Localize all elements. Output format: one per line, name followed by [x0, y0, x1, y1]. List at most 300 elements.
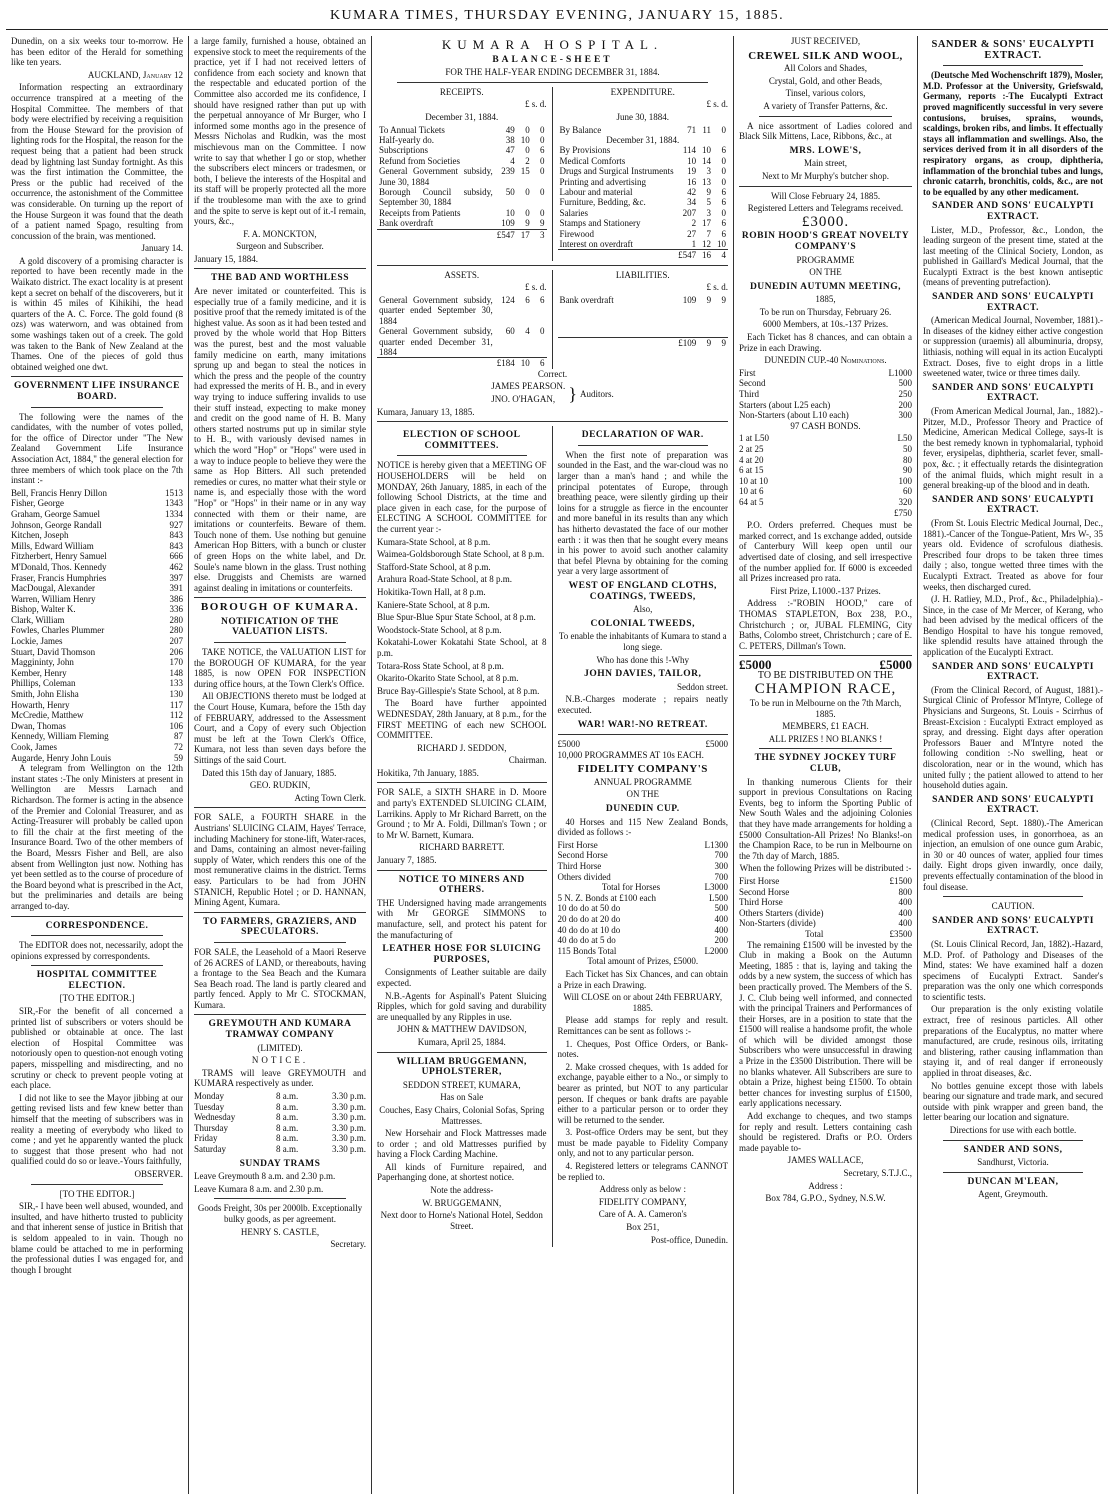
receipt-row: Borough Council subsidy, September 30, 1884 50 0 0: [379, 187, 545, 208]
liabilities-total-row: £109 9 9: [558, 337, 729, 348]
receipts-table: [377, 125, 547, 240]
tramway-heading: GREYMOUTH AND KUMARA TRAMWAY COMPANY: [208, 1019, 352, 1041]
masthead: KUMARA TIMES, THURSDAY EVENING, JANUARY 15, 1885.: [6, 8, 1108, 30]
war-nb: N.B.-Charges moderate ; repairs neatly executed.: [557, 694, 728, 715]
goods-freight: Goods Freight, 30s per 2000lb. Exceptionally bulky goods, as per agreement.: [197, 1203, 363, 1224]
fidelity-subheading: ANNUAL PROGRAMME: [593, 776, 692, 787]
crewel-colors: All Colors and Shades,: [784, 63, 867, 74]
robin-prize-row: Second 500: [739, 378, 912, 389]
divider: [194, 597, 366, 598]
second-letter: SIR,- I have been well abused, wounded, and insulted, and have hitherto trusted to publicity and that inherent sense of justice in British that is seldom appealed to in vain. Though no blame could be attached to me in performing the professional duties I was engaged for, and though I brought: [11, 1201, 183, 1275]
fidelity-amounts: £5000 £5000: [557, 739, 728, 750]
fidelity-address-3: Box 251,: [626, 1222, 660, 1233]
fidelity-bond-row: 5 N. Z. Bonds at £100 each L500: [557, 892, 728, 903]
column-3-right: [553, 426, 729, 1247]
auditors-brace: }: [568, 383, 577, 404]
expenditure-date-row: December 31, 1884.: [606, 134, 680, 145]
robin-registered: Registered Letters and Telegrams received.: [747, 203, 904, 214]
eucalypti-block-heading: SANDER AND SONS' EUCALYPTI EXTRACT.: [932, 494, 1094, 516]
vote-row: MacDougal, Alexander 391: [11, 583, 183, 594]
liabilities-label: LIABILITIES.: [615, 269, 670, 280]
school-district: Bruce Bay-Gillespie's State School, at 8 p.m.: [377, 685, 540, 696]
bruggemann-note: Note the address-: [430, 1185, 494, 1196]
eucalypti-block-heading: SANDER AND SONS' EUCALYPTI EXTRACT.: [932, 201, 1094, 222]
borough-signature: GEO. RUDKIN,: [249, 780, 311, 791]
fidelity-address-4: Post-office, Dunedin.: [650, 1234, 728, 1245]
eucalypti-block-heading: SANDER AND SONS' EUCALYPTI EXTRACT.: [932, 794, 1094, 816]
just-received: JUST RECEIVED,: [790, 36, 861, 46]
fidelity-text: 40 Horses and 115 New Zealand Bonds, divided as follows :-: [557, 816, 728, 838]
divider: [377, 421, 728, 422]
school-district: Kumara-State School, at 8 p.m.: [377, 536, 491, 547]
eucalypti-block-text: (American Medical Journal, November, 1881).-In diseases of the kidney either active congestion or suppression (uraemis) all albuminuria, dropsy, lithiasis, nothing will equal in its action Eucalypti Extract. Doses, five to eight drops in a little sweetened water, twice or three times daily.: [923, 315, 1103, 379]
insurance-article: The following were the names of the candidates, with the number of votes polled, for the office of Director under "The New Zealand Government Life Insurance Association Act, 1884," the general election for three members of which took place on the 7th instant :-: [11, 411, 183, 486]
expenditure-row: Printing and advertising 16 13 0: [559, 176, 726, 187]
correspondence-note: The EDITOR does not, necessarily, adopt the opinions expressed by correspondents.: [11, 940, 183, 961]
columns: [6, 36, 1108, 1494]
war-retreat: WAR! WAR!-NO RETREAT.: [577, 719, 708, 730]
letter-signature: F. A. MONCKTON,: [243, 228, 317, 239]
robin-meeting: DUNEDIN AUTUMN MEETING,: [749, 281, 902, 292]
john-davies-name: JOHN DAVIES, TAILOR,: [584, 669, 702, 680]
robin-prize-row: Starters (about L25 each) 200: [739, 399, 912, 410]
receipt-row: Refund from Societies 4 2 0: [379, 155, 545, 166]
column-4: [734, 36, 918, 1494]
sjc-members: MEMBERS, £1 EACH.: [782, 721, 869, 732]
lsd-header: £ s. d.: [706, 99, 728, 110]
divider: [11, 376, 183, 377]
miners-signature: JOHN & MATTHEW DAVIDSON,: [396, 1024, 527, 1035]
expenditure-label: EXPENDITURE.: [610, 86, 675, 97]
school-district: Waimea-Goldsborough State School, at 8 p.m.: [377, 549, 545, 560]
sjc-prize-row: Others Starters (divide) 400: [739, 907, 912, 918]
sixth-share-signature: RICHARD BARRETT.: [419, 842, 505, 853]
fidelity-text-2: Each Ticket has Six Chances, and can obtain a Prize in each Drawing.: [557, 968, 728, 990]
sunday-tram-2: Leave Kumara 8 a.m. and 2.30 p.m.: [194, 1183, 324, 1194]
fidelity-address-1: FIDELITY COMPANY,: [598, 1196, 687, 1207]
tram-row: Friday 8 a.m. 3.30 p.m.: [194, 1133, 366, 1144]
bruggemann-address-2: Next door to Horne's National Hotel, Seddon Street.: [380, 1210, 543, 1231]
sjc-prize-row: Third Horse 400: [739, 897, 912, 908]
fourth-share-ad: FOR SALE, a FOURTH SHARE in the Austrians' SLUICING CLAIM, Hayes' Terrace, including Machinery for stone-lift, Water-races, and Dams, containing an almost never-failing supply of Water, which renders this one of the most remunerative claims in the district. Terms easy. Particulars to be had from JOHN STANICH, Republic Hotel ; or D. HANNAN, Mining Agent, Kumara.: [194, 812, 366, 908]
robin-programme: PROGRAMME: [796, 254, 855, 265]
robin-run: To be run on Thursday, February 26.: [759, 306, 892, 317]
fidelity-prize-row: First Horse L1300: [557, 839, 728, 850]
vote-row: Kember, Henry 148: [11, 667, 183, 678]
borough-subheading: NOTIFICATION OF THE VALUATION LISTS.: [220, 616, 340, 638]
borough-signature-title: Acting Town Clerk.: [294, 792, 366, 803]
auckland-dateline: AUCKLAND, January 12: [87, 69, 183, 80]
correct-label: Correct.: [537, 368, 568, 379]
bruggemann-text-2: New Horsehair and Flock Mattresses made to order ; and old Mattresses purified by having a Flock Carding Machine.: [377, 1128, 547, 1160]
miners-text: THE Undersigned having made arrangements with Mr GEORGE SIMMONS to manufacture, sell, and protect his patent for the manufacturing of: [377, 897, 547, 940]
assets-side: [377, 270, 553, 369]
column-3: [372, 36, 734, 1494]
war-also: Also,: [633, 604, 653, 615]
sjc-prize-row: Non-Starters (divide) 400: [739, 918, 912, 929]
school-district: Kokatahi-Lower Kokatahi State School, at 8 p.m.: [377, 637, 547, 658]
letter-continued: a large family, furnished a house, obtained an expensive stock to meet the requirements of the practice, yet if I had not received letters of confidence from each society and known that the respectable and educated portion of the Committee also accorded me its confidence, I should have resigned rather than put up with the perpetual annoyance of Mr Burger, who I informed some months ago in the presence of Messrs Nicholas and Rudkin, was the most mischievous man on the Committee. I now write to say that whether I go or stop, whether the subscribers elect mincers or tradesmen, or both, I believe the interests of the Hospital and its staff will be properly protected all the more if the troublesome man with the axe to grind and the spite to serve is kept out of it.-I remain, yours, &c.,: [194, 36, 366, 227]
assets-table: [377, 295, 547, 369]
caution-text: (St. Louis Clinical Record, Jan, 1882).-Hazard, M.D. Prof. of Pathology and Diseases of the Mind, states: We have examined half a dozen specimens of Eucalypti Extract. Sander's preparation was the only one which corresponds to scientific tests.: [923, 938, 1103, 1002]
divider: [214, 1198, 346, 1199]
miners-heading: NOTICE TO MINERS AND OTHERS.: [398, 874, 525, 896]
fidelity-programmes: 10,000 PROGRAMMES AT 10s EACH.: [557, 749, 704, 760]
war-street: Seddon street.: [677, 681, 728, 692]
war-text-2: To enable the inhabitants of Kumara to stand a long siege.: [558, 631, 727, 652]
robin-year: 1885,: [815, 294, 836, 305]
expenditure-row: Medical Comforts 10 14 0: [559, 155, 726, 166]
divider: [578, 445, 709, 446]
robin-ticket: Each Ticket has 8 chances, and can obtain a Prize in each Drawing.: [739, 332, 912, 353]
vote-row: Fraser, Francis Humphries 397: [11, 572, 183, 583]
sjc-melbourne: To be run in Melbourne on the 7th March, 1885.: [749, 698, 902, 719]
tram-row: Saturday 8 a.m. 3.30 p.m.: [194, 1144, 366, 1154]
tram-row: Monday 8 a.m. 3.30 p.m.: [194, 1091, 366, 1102]
robin-cup: DUNEDIN CUP.-40 Nominations.: [764, 355, 887, 366]
expenditure-row: Interest on overdraft 1 12 10: [559, 239, 726, 250]
expenditure-row: Firewood 27 7 6: [559, 228, 726, 239]
expenditure-row: Stamps and Stationery 2 17 6: [559, 218, 726, 229]
tramway-signature-title: Secretary.: [330, 1239, 366, 1250]
expenditure-date-1: June 30, 1884.: [616, 111, 669, 122]
fidelity-close: Will CLOSE on or about 24th FEBRUARY, 1885.: [563, 992, 723, 1013]
expenditure-table: [558, 125, 729, 261]
robin-bond-row: 6 at 15 90: [739, 465, 912, 476]
sjc-signature: JAMES WALLACE,: [787, 1155, 864, 1166]
vote-row: M'Donald, Thos. Kennedy 462: [11, 561, 183, 572]
receipts-total-row: £547 17 3: [377, 229, 547, 240]
vote-row: Clark, William 280: [11, 614, 183, 625]
fidelity-bond-row: 20 do do at 20 do 400: [557, 914, 728, 924]
divider: [558, 734, 729, 735]
robin-close: Will Close February 24, 1885.: [770, 190, 881, 201]
correspondence-heading: CORRESPONDENCE.: [45, 920, 149, 931]
caution-text-3: No bottles genuine except those with labels bearing our signature and trade mark, and secured outside with pink wrapper and green band, the letter bearing our location and signature.: [923, 1080, 1103, 1123]
robin-bond-row: 1 at L50 L50: [739, 433, 912, 444]
caution-label: CAUTION.: [991, 901, 1035, 912]
vote-row: Maggininty, John 170: [11, 657, 183, 668]
robin-bonds-heading: 97 CASH BONDS.: [790, 420, 861, 431]
fidelity-stamps: Please add stamps for reply and result. Remittances can be sent as follows :-: [557, 1015, 728, 1036]
liabilities-side: [553, 270, 729, 369]
receipts-date: December 31, 1884.: [425, 111, 499, 122]
balance-sheet-subtitle: BALANCE-SHEET: [492, 54, 613, 65]
divider: [194, 268, 366, 269]
divider: [31, 407, 163, 408]
mittens-text: A nice assortment of Ladies colored and Black Silk Mittens, Lace, Ribbons, &c., at: [739, 120, 912, 142]
expenditure-row: Drugs and Surgical Instruments 19 3 0: [559, 166, 726, 177]
votes-list: [11, 488, 183, 763]
divider: [31, 965, 163, 966]
fidelity-bonds-total: 115 Bonds Total L2000: [557, 945, 728, 956]
school-district: Hokitika-Town Hall, at 8 p.m.: [377, 586, 486, 597]
divider: [194, 807, 366, 808]
auditor-2: JNO. O'HAGAN,: [491, 394, 556, 405]
school-notice-2: The Board have further appointed WEDNESDAY, 28th January, at 8 p.m., for the FIRST MEETING of each new SCHOOL COMMITTEE.: [377, 698, 547, 741]
sjc-prize-row: Second Horse 800: [739, 886, 912, 897]
column-2: [189, 36, 372, 1494]
expenditure-row: Furniture, Bedding, &c. 34 5 6: [559, 197, 726, 208]
fidelity-horses-total: Total for Horses L3000: [601, 882, 728, 893]
borough-heading: BOROUGH OF KUMARA.: [200, 601, 360, 614]
sixth-share-ad: FOR SALE, a SIXTH SHARE in D. Moore and party's EXTENDED SLUICING CLAIM, Larrikins. Apply to Mr Richard Barrett, on the Ground ; to Mr A. Foldi, Dillman's Town ; or to Mr W. Barnett, Kumara.: [377, 787, 547, 840]
divider: [759, 748, 892, 749]
farmers-heading: TO FARMERS, GRAZIERS, AND SPECULATORS.: [203, 916, 357, 938]
vote-row: Stuart, David Thomson 206: [11, 646, 183, 657]
dateline-jan14: January 14.: [141, 243, 183, 254]
receipts-label: RECEIPTS.: [439, 86, 484, 97]
column-5: [918, 36, 1108, 1494]
lsd-header: £ s. d.: [524, 99, 547, 110]
eucalypti-block-text: (J. H. Ratliey, M.D., Prof., &c., Philadelphia).-Since, in the case of Mr Mercer, of Kerang, who had been advised by the medical officers of the Bendigo Hospital to have his tongue removed, like splendid results have attained through the application of the Eucalypti Extract.: [923, 594, 1103, 658]
agent-name: DUNCAN M'LEAN,: [967, 1176, 1059, 1187]
eucalypti-block-text: (From American Medical Journal, Jan., 1882).-Pitzer, M.D., Professor Theory and Practice of Medicine, American Medical College, says-It is the best remedy known in typhomalarial, typhoid fever, erysipelas, diphtheria, scarlet fever, small-pox, &c. ; it effectually retards the disintegration of the animal fluids, which might result in a general breaking-up of the blood and in death.: [923, 406, 1103, 491]
vote-row: Bell, Francis Henry Dillon 1513: [11, 487, 183, 498]
robin-address: Address :-"ROBIN HOOD," care of THOMAS STAPLETON, Box 238, P.O., Christchurch ; or, JUBAL FLEMING, City Baths, Colombo street, Christchurch ; care of E. C. PETERS, Dillman's Town.: [739, 598, 912, 651]
bad-worthless-heading: THE BAD AND WORTHLESS: [210, 273, 349, 284]
school-notice: NOTICE is hereby given that a MEETING OF HOUSEHOLDERS will be held on MONDAY, 26th January, 1885, in each of the following School Districts, at the time and place given in each case, for the purpose of ELECTING A SCHOOL COMMITTEE for the current year :-: [377, 460, 547, 534]
lowe-next: Next to Mr Murphy's butcher shop.: [761, 170, 890, 181]
divider: [214, 642, 346, 643]
sjc-total-row: Total £3500: [805, 928, 912, 939]
robin-prize-row: First L1000: [739, 367, 912, 378]
vote-row: Dwan, Thomas 106: [11, 720, 183, 731]
caution-text-2: Our preparation is the only existing volatile extract, free of resinous particles. All other preparations of the Eucalyptus, no matter where manufactured, are crude, resinous oils, irritating and blistering, rather causing inflammation than staying it, and of real danger if erroneously applied in throat diseases, &c.: [923, 1004, 1103, 1079]
crewel-beads: Crystal, Gold, and other Beads,: [768, 75, 883, 86]
receipt-row: Subscriptions 47 0 6: [379, 145, 545, 156]
expenditure-side: [553, 87, 729, 261]
war-text: When the first note of preparation was sounded in the East, and the war-cloud was no larger than a man's hand ; and while the principal potentates of Europe, through breathing peace, were silently girding up their loins for a struggle as fierce in the encounter and more baneful in its results than any which has hitherto devastated the face of our mother earth : it was then that he sought every means in his power to avoid such another calamity that befel Plevna by obtaining for the coming year a very large assortment of: [557, 449, 728, 577]
school-signature-title: Chairman.: [508, 755, 547, 766]
auditors-block: [377, 381, 728, 406]
vote-row: Kennedy, William Fleming 87: [11, 731, 183, 742]
lsd-header: £ s. d.: [524, 282, 547, 293]
vote-row: Cook, James 72: [11, 742, 183, 752]
asset-row: General Government subsidy, quarter ended September 30, 1884 124 6 6: [379, 295, 545, 326]
telegram-article: A telegram from Wellington on the 12th instant states :-The only Ministers at present in Wellington are Messrs Larnach and Richardson. The former is acting in the absence of the Premier and Colonial Treasurer, and as Acting-Treasurer will probably be called upon to fill the chair at the first meeting of the Insurance Board. Two of the other members of the Board, Messrs Fisher and Bell, are also absent from Wellington just now. Nothing has yet been settled as to the course of procedure of the Board beyond what is prescribed in the Act, but the preliminaries and details are being arranged to-day.: [11, 763, 183, 911]
sander-location: Sandhurst, Victoria.: [977, 1157, 1049, 1168]
to-editor-label: [TO THE EDITOR.]: [59, 993, 135, 1004]
assets-liabilities: [377, 270, 728, 369]
tramway-notice-label: NOTICE.: [251, 1055, 309, 1066]
hospital-title: KUMARA HOSPITAL.: [441, 37, 664, 52]
vote-row: Fisher, George 1343: [11, 498, 183, 509]
liability-row: Bank overdraft 109 9 9: [559, 295, 726, 306]
robin-prize-row: Third 250: [739, 389, 912, 400]
auditors-label: Auditors.: [579, 388, 614, 399]
sunday-trams-heading: SUNDAY TRAMS: [239, 1158, 321, 1169]
receipts-side: [377, 87, 553, 261]
war-who: Who has done this !-Why: [596, 654, 689, 665]
divider: [377, 1052, 547, 1053]
fidelity-heading: FIDELITY COMPANY'S: [577, 763, 708, 776]
eucalypti-block-heading: SANDER AND SONS' EUCALYPTI EXTRACT.: [932, 292, 1094, 313]
school-election-heading: ELECTION OF SCHOOL COMMITTEES.: [403, 430, 521, 451]
vote-row: Fitzherbert, Henry Samuel 666: [11, 551, 183, 562]
divider: [194, 912, 366, 913]
vote-row: Bishop, Walter K. 336: [11, 604, 183, 615]
fidelity-prize-row: Third Horse 300: [557, 861, 728, 872]
fidelity-address-2: Care of A. A. Cameron's: [598, 1209, 687, 1220]
fidelity-rule: 2. Make crossed cheques, with 1s added for exchange, payable either to a No., or simply to bearer as printed, but NOT to any particular person. If cheques or bank drafts are payable either to a particular person or to order they will be returned to the sender.: [557, 1061, 728, 1125]
sjc-when: When the following Prizes will be distributed :-: [739, 863, 912, 874]
tram-row: Thursday 8 a.m. 3.30 p.m.: [194, 1122, 366, 1133]
robin-bond-row: 10 at 10 100: [739, 475, 912, 486]
school-district: Stafford-State School, at 8 p.m.: [377, 561, 491, 572]
sjc-address-label: Address :: [808, 1180, 843, 1191]
liabilities-table: [558, 295, 729, 348]
eucalypti-block-text: Lister, M.D., Professor, &c., London, the leading surgeon of the present time, stated at the last meeting of the Clinical Society, London, as published in Gaillard's Medical Journal, that the Eucalypti Extract is the best known antiseptic (means of preventing putrefaction).: [923, 224, 1103, 288]
school-date: Hokitika, 7th January, 1885.: [377, 767, 479, 778]
school-district: Woodstock-State School, at 8 p.m.: [377, 624, 502, 635]
asset-row: General Government subsidy, quarter ended December 31, 1884 60 4 0: [379, 326, 545, 358]
auckland-article: Information respecting an extraordinary occurrence transpired at a meeting of the Hospital Committee. The members of that body were electrified by receiving a requisition from the House Steward for the provision of lighting rods for the Hospital, the reason for the request being that a patient had been struck dead by lightning last Sunday fortnight. As this was the first intimation the Committee, the Press or the public had received of the occurrence, the astonishment of the Committee was considerable. On turning up the report of the House Surgeon it was found that the death of a patient named Spago, resulting from concussion of the brain, was mentioned.: [11, 82, 183, 241]
expenditure-row: Labour and material 42 9 6: [559, 187, 726, 197]
vote-row: Johnson, George Randall 927: [11, 519, 183, 530]
sjc-distributed: TO BE DISTRIBUTED ON THE: [757, 669, 894, 681]
school-district: Blue Spur-Blue Spur State School, at 8 p.m.: [377, 612, 536, 623]
sjc-race: CHAMPION RACE,: [754, 681, 897, 698]
miners-nb: N.B.-Agents for Aspinall's Patent Sluicing Ripples, which for gold saving and durability are unequalled by any Ripples in use.: [377, 990, 547, 1022]
school-district: Totara-Ross State School, at 8 p.m.: [377, 660, 504, 671]
vote-row: McCredie, Matthew 112: [11, 710, 183, 721]
eucalypti-block-heading: SANDER AND SONS' EUCALYPTI EXTRACT.: [932, 661, 1094, 683]
leather-hose-heading: LEATHER HOSE FOR SLUICING PURPOSES,: [382, 944, 542, 965]
divider: [214, 942, 346, 943]
vote-row: Warren, William Henry 386: [11, 593, 183, 604]
crewel-heading: CREWEL SILK AND WOOL,: [748, 49, 903, 62]
tram-timetable: [194, 1091, 366, 1155]
fidelity-on-the: ON THE: [626, 789, 660, 800]
vote-row: Mills, Edward William 843: [11, 540, 183, 551]
agent-location: Agent, Greymouth.: [978, 1189, 1048, 1200]
fidelity-prize-row: Second Horse 700: [557, 850, 728, 861]
robin-heading: ROBIN HOOD'S GREAT NOVELTY COMPANY'S: [741, 231, 910, 252]
caution-heading: SANDER AND SONS' EUCALYPTI EXTRACT.: [932, 915, 1094, 937]
assets-total-row: £184 10 6: [377, 358, 547, 369]
robin-bond-row: 64 at 5 320: [739, 496, 912, 507]
column-1: [6, 36, 189, 1494]
divider: [377, 782, 547, 783]
bruggemann-sale: Has on Sale: [440, 1092, 484, 1103]
war-heading: DECLARATION OF WAR.: [581, 430, 704, 441]
sjc-text: In thanking numerous Clients for their support in previous Consultations on Racing Events, beg to inform the Sporting Public of New South Wales and the adjoining Colonies that they have made arrangements for holding a £5000 Consultation-All Prizes! No Blanks!-on the Champion Race, to be run in Melbourne on the 7th day of March, 1885.: [739, 776, 912, 861]
bruggemann-text-3: All kinds of Furniture repaired, and Paperhanging done, at shortest notice.: [377, 1161, 547, 1183]
divider: [31, 1184, 163, 1185]
school-signature: RICHARD J. SEDDON,: [416, 742, 507, 753]
vote-row: Smith, John Elisha 130: [11, 689, 183, 700]
sjc-prize-row: First Horse £1500: [739, 875, 912, 886]
divider: [11, 916, 183, 917]
robin-on-the: ON THE: [809, 267, 842, 278]
directions: Directions for use with each bottle.: [949, 1125, 1077, 1135]
sjc-amounts: £5000 £5000: [739, 657, 912, 673]
crewel-transfer: A variety of Transfer Patterns, &c.: [763, 100, 888, 111]
divider: [943, 896, 1083, 897]
school-district: Okarito-Okarito State School, at 8 p.m.: [377, 673, 519, 684]
divider: [377, 870, 547, 871]
fidelity-total: Total amount of Prizes, £5000.: [587, 956, 699, 967]
balance-place-date: Kumara, January 13, 1885.: [377, 406, 475, 417]
fidelity-bond-row: 40 do do at 5 do 200: [557, 935, 728, 946]
fidelity-cup: DUNEDIN CUP.: [605, 804, 680, 815]
eucalypti-block-text: (From the Clinical Record, of August, 1881).-Surgical Clinic of Professor M'Intyre, College of Physicians and Surgeons, St. Louis - Scirrhus of Breast-Excision : Eucalypti Extract employed as spray, and dressing. Eight days after operation Professors Bauer and M'Intyre noted the following condition :-No swelling, heat or discoloration, near or in the wound, which has united fully ; the patient allowed to attend to her household duties again.: [923, 684, 1103, 791]
eucalypti-heading: SANDER & SONS' EUCALYPTI EXTRACT.: [931, 39, 1095, 61]
sjc-address: Box 784, G.P.O., Sydney, N.S.W.: [765, 1193, 886, 1204]
robin-first-prize: First Prize, L1000.-137 Prizes.: [770, 585, 881, 596]
assets-label: ASSETS.: [444, 269, 480, 280]
crewel-tinsel: Tinsel, various colors,: [785, 88, 866, 99]
lowe-name: MRS. LOWE'S,: [789, 145, 862, 156]
fidelity-bond-row: 10 do do at 50 do 500: [557, 903, 728, 914]
divider: [397, 82, 708, 83]
letter-signature-title: Surgeon and Subscriber.: [236, 241, 324, 252]
sjc-heading: THE SYDNEY JOCKEY TURF CLUB,: [754, 753, 897, 775]
balance-period: FOR THE HALF-YEAR ENDING DECEMBER 31, 1884.: [445, 67, 660, 78]
robin-prize-row: Non-Starters (about L10 each) 300: [739, 410, 912, 421]
bruggemann-signature: W. BRUGGEMANN,: [422, 1197, 502, 1208]
sjc-text-2: The remaining £1500 will be invested by the Club in making a Book on the Autumn Meeting, 1885 : that is, laying and taking the odds by a new system, the success of which has been practically proved. The Members of the S. J. C. Club being well informed, and connected with the principal Trainers and Performances of their Horses, are in a position to state that the £1500 will realise a handsome profit, the whole of which will be divided amongst those Subscribers who were unsuccessful in drawing a Prize in the £3500 Distribution. There will be no blanks whatever. All Subscribers are sure to obtain a Prize, highest being £1500. To obtain better chances for investing surplus of £1500, early applications necessary.: [739, 939, 912, 1109]
robin-bonds-total: £750: [894, 507, 912, 518]
school-district: Arahura Road-State School, at 8 p.m.: [377, 574, 512, 585]
eucalypti-block-text: (From St. Louis Electric Medical Journal, Dec., 1881).-Cancer of the Tongue-Patient, Mrs W-, 35 years old. Evidence of scrofulous diathesis. Prescribed four drops to be taken three times daily ; also, tongue wetted three times with the Eucalypti Extract. Treated as above for four weeks, then discharged cured.: [923, 517, 1103, 592]
borough-notice-2: All OBJECTIONS thereto must be lodged at the Court House, Kumara, before the 15th day of FEBRUARY, addressed to the Assessment Court, and a Copy of every such Objection must be left at the Town Clerk's Office, Kumara, not less than seven days before the Sittings of the said Court.: [194, 691, 366, 765]
divider: [943, 65, 1083, 66]
tramway-signature: HENRY S. CASTLE,: [240, 1226, 320, 1237]
sunday-tram-1: Leave Greymouth 8 a.m. and 2.30 p.m.: [194, 1171, 336, 1182]
fidelity-bond-row: 40 do do at 10 do 400: [557, 924, 728, 935]
sander-signature: SANDER AND SONS,: [963, 1144, 1063, 1155]
lsd-header: £ s. d.: [706, 282, 728, 293]
divider: [943, 1140, 1083, 1141]
robin-po: P.O. Orders preferred. Cheques must be marked correct, and 1s exchange added, outside of Canterbury Will keep open until our advertised date of closing, and sell irrespective of the number applied for. If 6000 is exceeded all Prizes increased pro rata.: [739, 520, 912, 584]
fidelity-rule: 4. Registered letters or telegrams CANNOT be replied to.: [557, 1161, 728, 1182]
tramway-limited: (LIMITED).: [257, 1042, 303, 1053]
fidelity-rule: 1. Cheques, Post Office Orders, or Bank-notes.: [557, 1038, 728, 1060]
robin-bond-row: 2 at 25 50: [739, 444, 912, 454]
sjc-signature-title: Secretary, S.T.J.C.,: [843, 1168, 912, 1178]
letter-date: January 15, 1884.: [194, 253, 258, 264]
bruggemann-address: SEDDON STREET, KUMARA,: [402, 1079, 521, 1090]
robin-members: 6000 Members, at 10s.-137 Prizes.: [762, 319, 889, 330]
miners-text-2: Consignments of Leather suitable are daily expected.: [377, 967, 547, 988]
hospital-letter-2: I did not like to see the Mayor jibbing at our getting revised lists and few knew better than himself that the meeting of subscribers was in reality a meeting of everybody who liked to come ; and yet he apparently wanted the pluck to suggest that those present who had not qualified could do so or leave.-Yours faithfully,: [11, 1092, 183, 1167]
sixth-share-date: January 7, 1885.: [377, 855, 437, 866]
sjc-text-3: Add exchange to cheques, and two stamps for reply and result. Letters containing cash should be registered. Drafts or P.O. Orders made payable to-: [739, 1111, 912, 1153]
fidelity-address-label: Address only as below :: [599, 1184, 686, 1195]
divider: [377, 265, 728, 266]
west-england-heading: WEST OF ENGLAND CLOTHS, COATINGS, TWEEDS,: [568, 580, 717, 602]
divider: [397, 455, 527, 456]
borough-notice: TAKE NOTICE, the VALUATION LIST for the BOROUGH OF KUMARA, for the year 1885, is now OPEN FOR INSPECTION during office hours, at the Town Clerk's Office.: [194, 647, 366, 689]
vote-row: Phillips, Coleman 133: [11, 678, 183, 689]
vote-row: Kitchen, Joseph 843: [11, 530, 183, 541]
hop-bitters-ad: Are never imitated or counterfeited. This is especially true of a family medicine, and it is positive proof that the remedy imitated is of the highest value. As soon as it had been tested and proved by the whole world that Hop Bitters was the purest, best and the most valuable family medicine on earth, many imitations sprung up and began to steal the notices in which the press and the people of the country had expressed the merits of H. B., and in every way trying to induce suffering invalids to use their stuff instead, expecting to make money and credit on the good name of H. B. Many others started nostrums put up in similar style to H. B., with variously devised names in which the word "Hop" or "Hops" were used in a way to induce people to believe they were the same as Hop Bitters. All such pretended remedies or cures, no matter what their style or name is, and especially those with the word "Hop" or "Hops" in their name or in any way connected with them or their name, are imitations or counterfeits. Beware of them. Touch none of them. Use nothing but genuine American Hop Bitters, with a bunch or cluster of green Hops on the white label, and Dr. Soule's name blown in the glass. Trust nothing else. Druggists and Chemists are warned against dealing in imitations or counterfeits.: [194, 286, 366, 593]
receipt-row: Half-yearly do. 38 10 0: [379, 134, 545, 145]
vote-row: Howarth, Henry 117: [11, 699, 183, 710]
divider: [739, 655, 912, 656]
hospital-election-heading: HOSPITAL COMMITTEE ELECTION.: [36, 970, 158, 991]
expenditure-total-row: £547 16 4: [558, 250, 729, 261]
lowe-street: Main street,: [804, 158, 847, 169]
vote-row: Augarde, Henry John Louis 59: [11, 752, 183, 763]
gold-article: A gold discovery of a promising character is reported to have been recently made in the Waikato district. The exact locality is at present kept a secret on behalf of the discoverers, but it is within 45 miles of Kihikihi, the head quarters of the A. C. Force. The gold found (8 ozs) was waterworn, and was obtained from some washings taken out of a creek. The gold was taken to the Bank of New Zealand at the Thames. One of the pieces of gold thus obtained weighed one dwt.: [11, 255, 183, 372]
divider: [759, 116, 892, 117]
balance-sheet: [377, 87, 728, 261]
miners-date: Kumara, April 25, 1884.: [417, 1036, 506, 1047]
leasehold-ad: FOR SALE, the Leasehold of a Maori Reserve of 26 ACRES of LAND, or thereabouts, having a frontage to the Sea Beach and the Kumara Sea Beach road. The land is partly cleared and partly fenced. Apply to Mr C. STOCKMAN, Kumara.: [194, 946, 366, 1010]
